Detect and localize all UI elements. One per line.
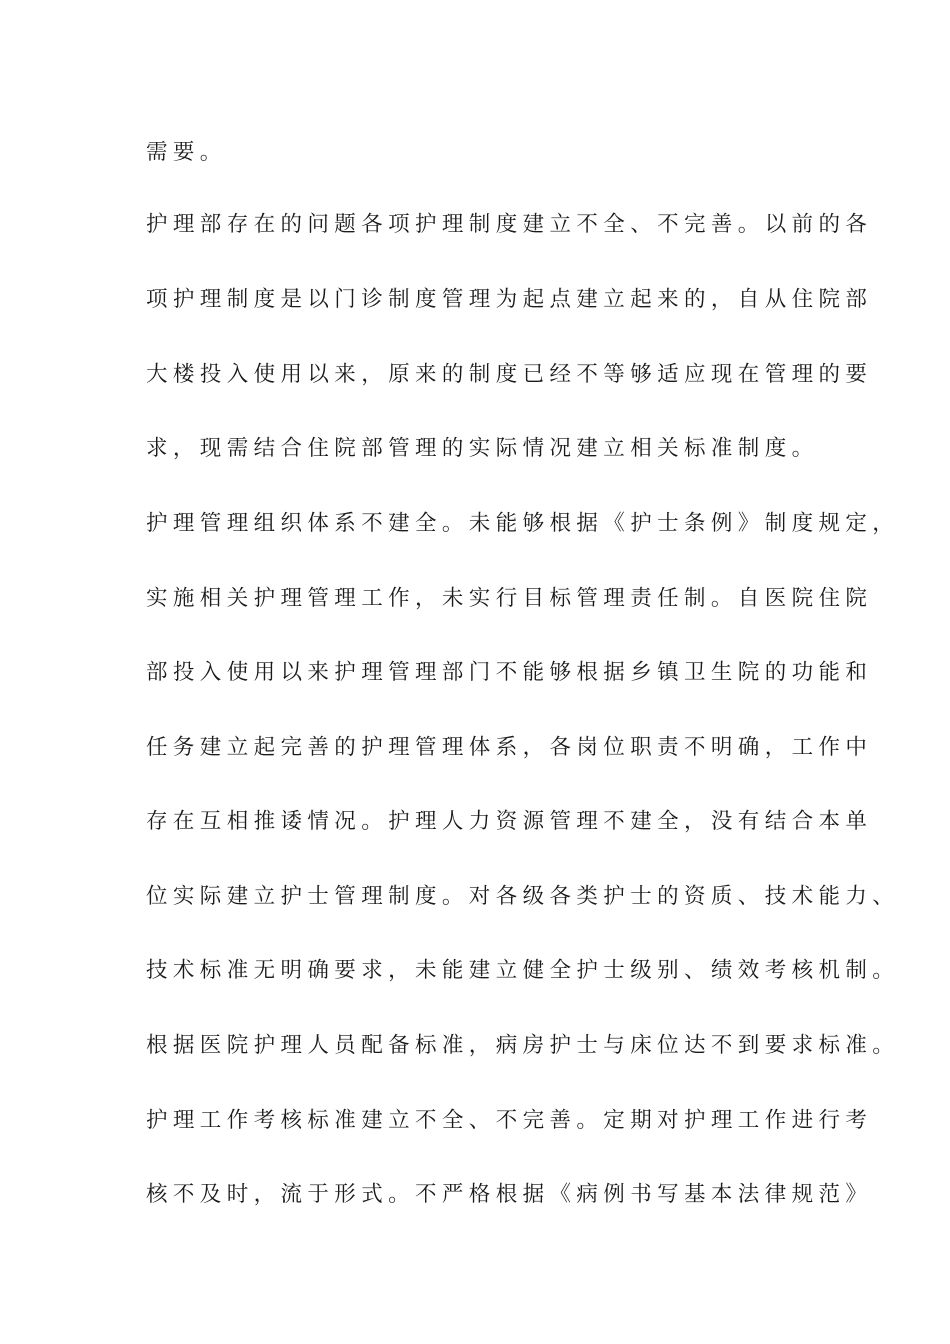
text-line: 护理工作考核标准建立不全、不完善。定期对护理工作进行考 [146, 1108, 873, 1133]
text-line: 实施相关护理管理工作，未实行目标管理责任制。自医院住院 [146, 586, 873, 611]
text-line: 技术标准无明确要求，未能建立健全护士级别、绩效考核机制。 [146, 958, 900, 983]
text-line: 护理部存在的问题各项护理制度建立不全、不完善。以前的各 [146, 212, 873, 237]
text-line: 部投入使用以来护理管理部门不能够根据乡镇卫生院的功能和 [146, 660, 873, 685]
text-line: 大楼投入使用以来，原来的制度已经不等够适应现在管理的要 [146, 362, 873, 387]
text-line: 需要。 [146, 140, 227, 165]
text-line: 项护理制度是以门诊制度管理为起点建立起来的，自从住院部 [146, 287, 873, 312]
text-line: 存在互相推诿情况。护理人力资源管理不建全，没有结合本单 [146, 809, 873, 834]
text-line: 根据医院护理人员配备标准，病房护士与床位达不到要求标准。 [146, 1033, 900, 1058]
text-line: 护理管理组织体系不建全。未能够根据《护士条例》制度规定， [146, 511, 900, 536]
text-line: 核不及时，流于形式。不严格根据《病例书写基本法律规范》 [146, 1182, 873, 1207]
text-line: 求，现需结合住院部管理的实际情况建立相关标准制度。 [146, 436, 819, 461]
text-line: 位实际建立护士管理制度。对各级各类护士的资质、技术能力、 [146, 884, 900, 909]
text-line: 任务建立起完善的护理管理体系，各岗位职责不明确，工作中 [146, 735, 873, 760]
